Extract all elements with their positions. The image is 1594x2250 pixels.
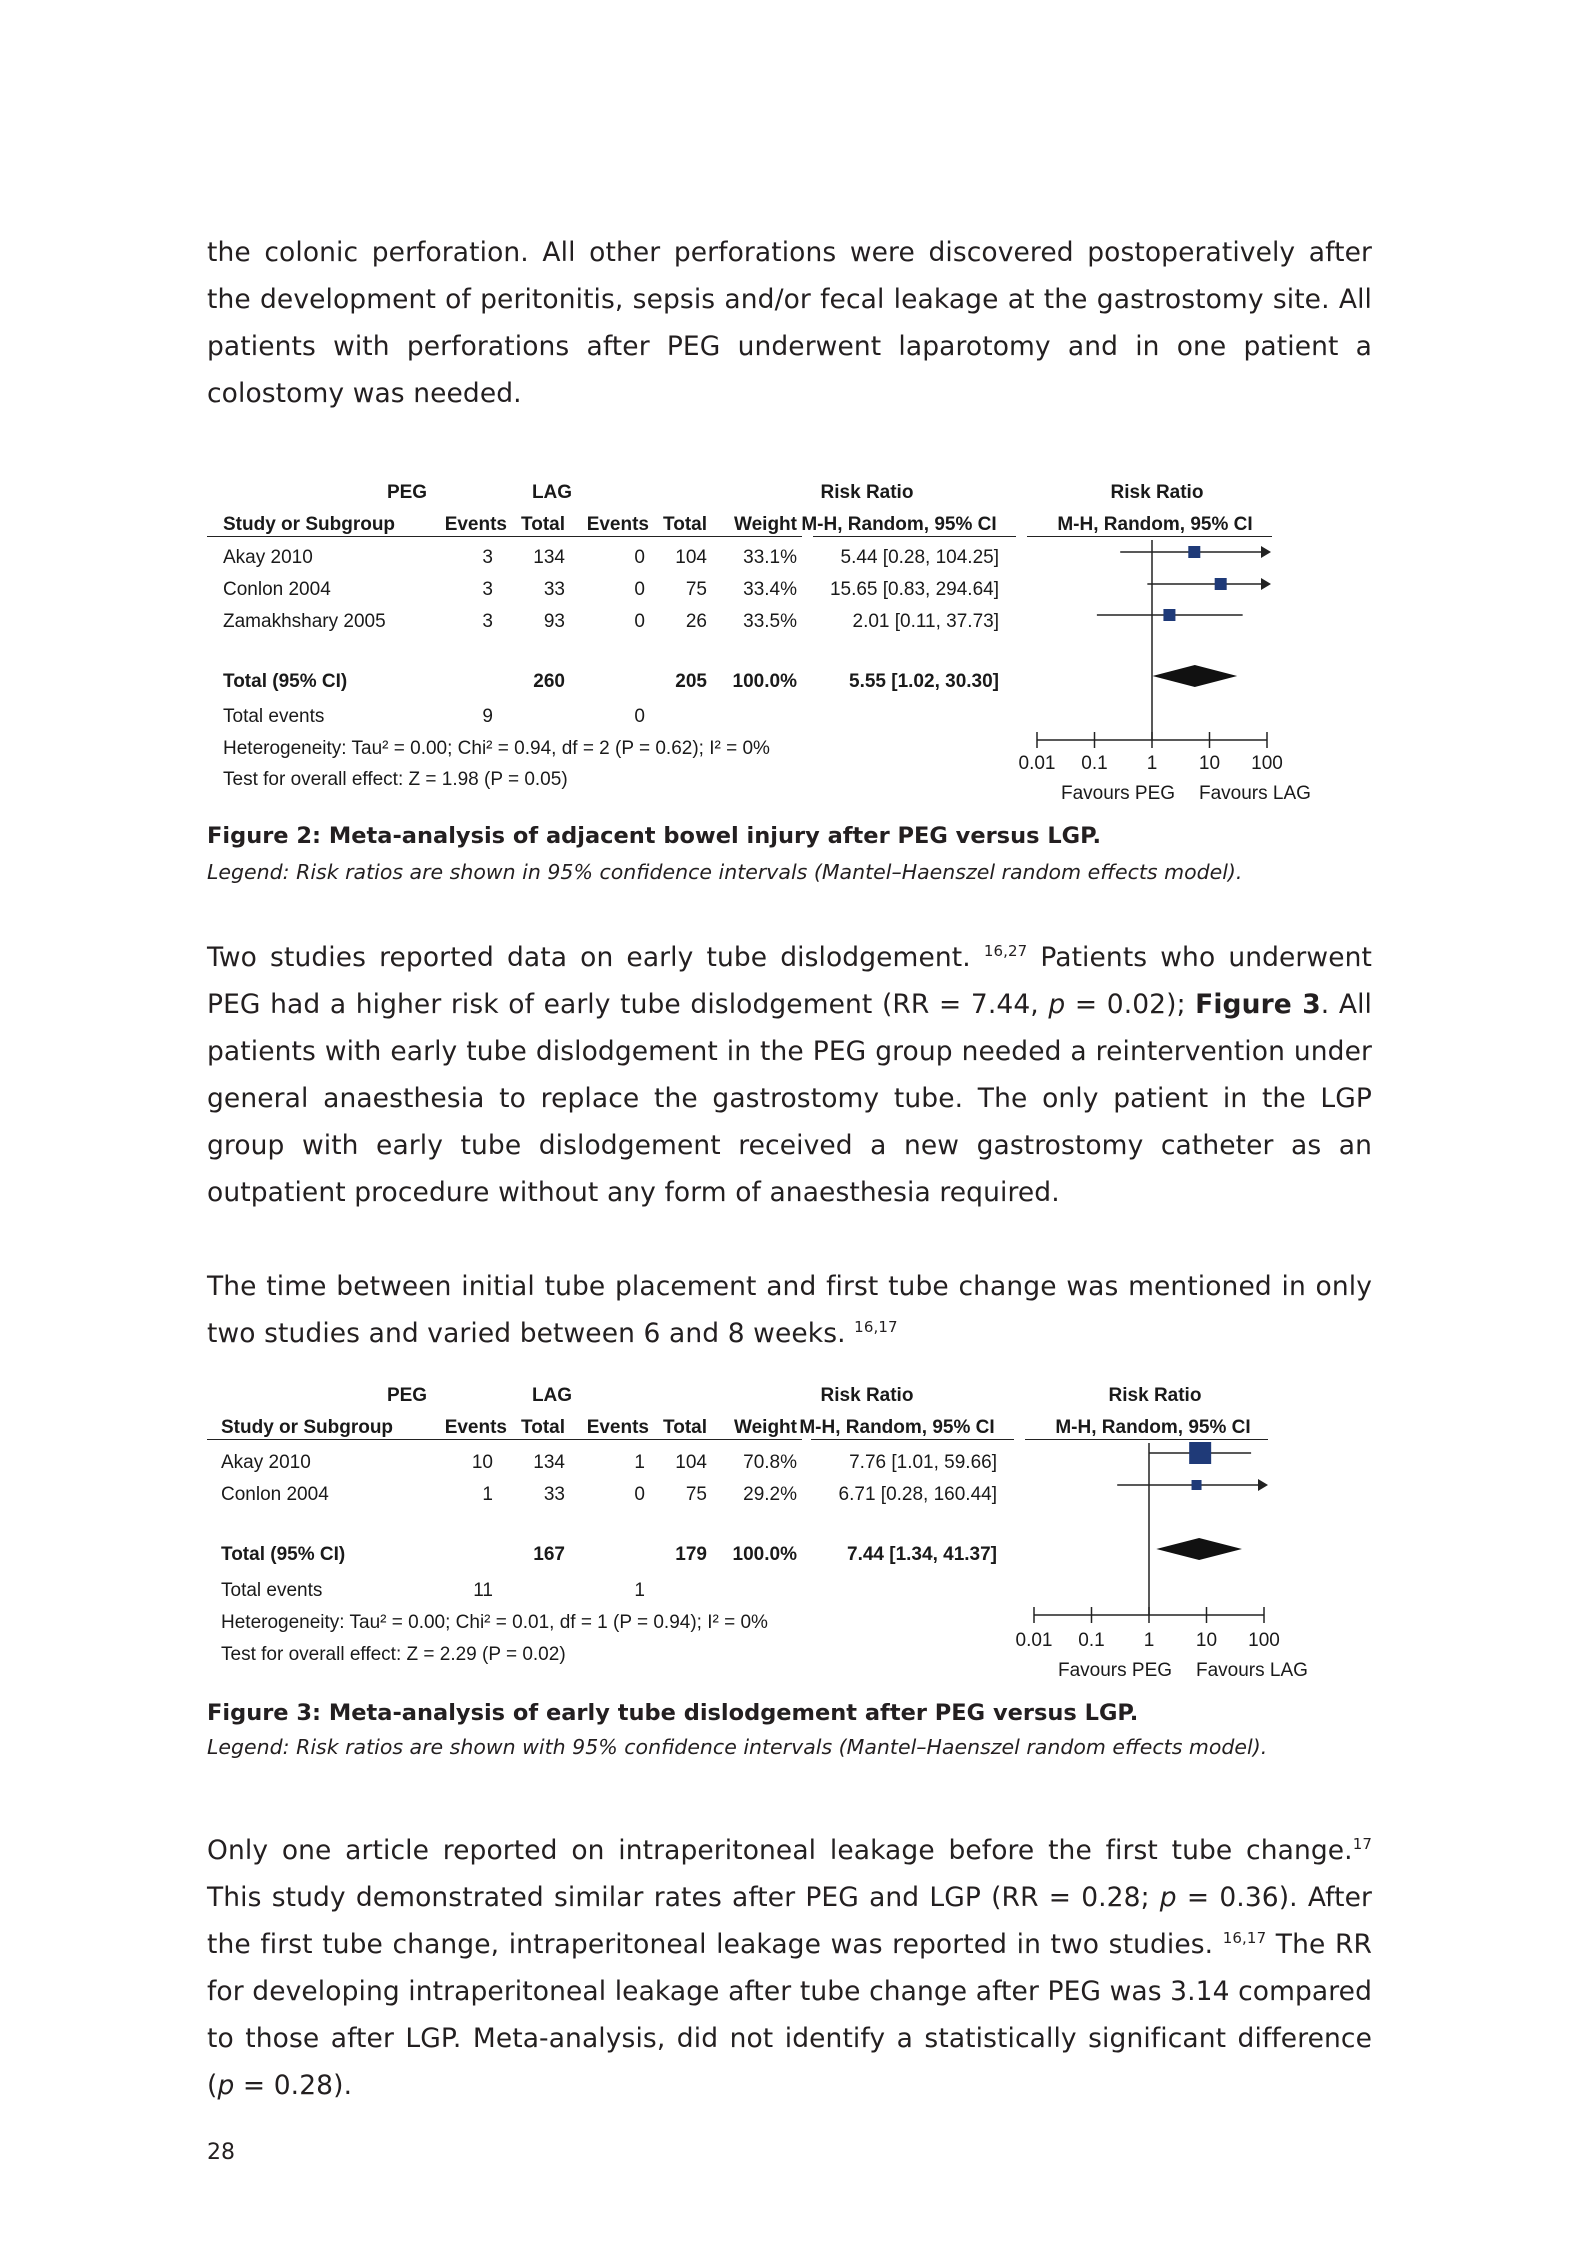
paragraph-tube-change: The time between initial tube placement and first tube change was mentioned in only two studies and varied between 6 and 8 weeks. $^{16,17}$	[207, 1271, 1372, 1349]
study-column-header: Study or Subgroup	[221, 1417, 394, 1438]
pooled-diamond	[1152, 665, 1237, 687]
ci-arrow	[1261, 546, 1271, 558]
method-header-left: M-H, Random, 95% CI	[801, 514, 997, 535]
events-peg: 1	[482, 1484, 493, 1505]
total-peg: 134	[533, 1452, 565, 1473]
risk-ratio-ci: 7.76 [1.01, 59.66]	[849, 1452, 997, 1473]
overall-effect-stat: Test for overall effect: Z = 2.29 (P = 0.02)	[221, 1644, 566, 1665]
total-peg: 93	[543, 611, 565, 632]
axis-tick-label: 100	[1251, 753, 1283, 774]
citation: 16,17	[854, 1318, 898, 1337]
total-lag: 179	[675, 1544, 707, 1565]
total-header-2: Total	[663, 514, 707, 535]
axis-tick-label: 1	[1143, 1630, 1155, 1651]
study-name: Akay 2010	[223, 547, 313, 568]
study-point	[1188, 546, 1200, 558]
citation: 16,17	[1222, 1929, 1267, 1948]
events-header-2: Events	[586, 1417, 649, 1438]
risk-ratio-ci: 6.71 [0.28, 160.44]	[838, 1484, 997, 1505]
total-lag: 104	[675, 547, 707, 568]
total-lag: 205	[675, 671, 707, 692]
pooled-diamond	[1156, 1538, 1242, 1560]
heterogeneity-stat: Heterogeneity: Tau² = 0.00; Chi² = 0.01, df = 1 (P = 0.94); I² = 0%	[221, 1612, 768, 1633]
axis-tick-label: 10	[1195, 1630, 1218, 1651]
paragraph-colonic-perforation: the colonic perforation. All other perforations were discovered postoperatively after the development of peritonitis, sepsis and/or fecal leakage at the gastrostomy site. All patients with perforations after PEG underwent laparotomy and in one patient a colostomy was needed.	[207, 237, 1372, 409]
total-label: Total (95% CI)	[221, 1544, 346, 1565]
total-events-peg: 11	[473, 1580, 493, 1601]
total-label: Total (95% CI)	[223, 671, 348, 692]
total-peg: 167	[533, 1544, 565, 1565]
ci-arrow	[1258, 1479, 1268, 1491]
method-header-left: M-H, Random, 95% CI	[799, 1417, 995, 1438]
events-header-1: Events	[444, 1417, 507, 1438]
total-lag: 26	[685, 611, 707, 632]
events-peg: 3	[482, 579, 493, 600]
total-weight: 100.0%	[732, 1544, 797, 1565]
events-peg: 3	[482, 547, 493, 568]
group1-header: PEG	[386, 482, 428, 503]
risk-ratio-ci: 5.44 [0.28, 104.25]	[840, 547, 999, 568]
total-events-lag: 0	[634, 706, 645, 727]
weight: 70.8%	[743, 1452, 797, 1473]
study-column-header: Study or Subgroup	[223, 514, 396, 535]
total-peg: 260	[533, 671, 565, 692]
overall-effect-stat: Test for overall effect: Z = 1.98 (P = 0.05)	[223, 769, 568, 790]
total-events-label: Total events	[221, 1580, 323, 1601]
total-peg: 134	[533, 547, 565, 568]
ci-arrow	[1261, 578, 1271, 590]
total-header-2: Total	[663, 1417, 707, 1438]
events-lag: 0	[634, 611, 645, 632]
study-name: Conlon 2004	[223, 579, 331, 600]
paragraph-tube-dislodgement: Two studies reported data on early tube dislodgement. $^{16,27}$ Patients who underwent PEG had a higher risk of early tube dislodgement (RR = 7.44, p = 0.02); Figure 3. All patients with early tube dislodgement in the PEG group needed a reintervention under general anaesthesia to replace the gastrostomy tube. The only patient in the LGP group with early tube dislodgement received a new gastrostomy catheter as an outpatient procedure without any form of anaesthesia required.	[207, 942, 1372, 1208]
axis-tick-label: 0.1	[1081, 753, 1108, 774]
events-header-1: Events	[444, 514, 507, 535]
total-header-1: Total	[521, 1417, 565, 1438]
group2-header: LAG	[531, 482, 573, 503]
weight: 33.4%	[743, 579, 797, 600]
axis-tick-label: 0.1	[1078, 1630, 1105, 1651]
favours-lag-label: Favours LAG	[1199, 783, 1311, 804]
total-events-label: Total events	[223, 706, 325, 727]
weight-header: Weight	[734, 514, 797, 535]
axis-tick-label: 10	[1198, 753, 1221, 774]
figure-2-legend: Legend: Risk ratios are shown in 95% confidence intervals (Mantel–Haenszel random effects model).	[207, 860, 1243, 884]
favours-peg-label: Favours PEG	[1061, 783, 1176, 804]
risk-ratio-ci: 2.01 [0.11, 37.73]	[852, 611, 999, 632]
events-peg: 10	[471, 1452, 493, 1473]
paragraph-intraperitoneal-leakage: Only one article reported on intraperitoneal leakage before the first tube change.$^{17}$ This study demonstrated similar rates after PEG and LGP (RR = 0.28; p = 0.36). After the first tube change, intraperitoneal leakage was reported in two studies. $^{16,17}$ The RR for developing intraperitoneal leakage after tube change after PEG was 3.14 compared to those after LGP. Meta-analysis, did not identify a statistically significant difference (p = 0.28).	[207, 1835, 1372, 2101]
events-lag: 0	[634, 547, 645, 568]
method-header-right: M-H, Random, 95% CI	[1055, 1417, 1251, 1438]
events-peg: 3	[482, 611, 493, 632]
group2-header: LAG	[531, 1385, 573, 1406]
risk-ratio-header-left: Risk Ratio	[820, 482, 914, 503]
favours-lag-label: Favours LAG	[1196, 1660, 1308, 1681]
weight-header: Weight	[734, 1417, 797, 1438]
risk-ratio-ci: 15.65 [0.83, 294.64]	[829, 579, 999, 600]
axis-tick-label: 0.01	[1015, 1630, 1053, 1651]
group1-header: PEG	[386, 1385, 428, 1406]
figure-3-reference: Figure 3	[1195, 989, 1321, 1020]
total-lag: 104	[675, 1452, 707, 1473]
study-name: Akay 2010	[221, 1452, 311, 1473]
heterogeneity-stat: Heterogeneity: Tau² = 0.00; Chi² = 0.94, df = 2 (P = 0.62); I² = 0%	[223, 738, 770, 759]
total-lag: 75	[685, 1484, 707, 1505]
axis-tick-label: 100	[1248, 1630, 1280, 1651]
weight: 29.2%	[743, 1484, 797, 1505]
total-lag: 75	[685, 579, 707, 600]
forest-plot-figure-2	[207, 470, 1372, 820]
pooled-risk-ratio-ci: 5.55 [1.02, 30.30]	[849, 671, 999, 692]
risk-ratio-header-right: Risk Ratio	[1108, 1385, 1202, 1406]
pooled-risk-ratio-ci: 7.44 [1.34, 41.37]	[847, 1544, 997, 1565]
figure-2-caption: Figure 2: Meta-analysis of adjacent bowel injury after PEG versus LGP.	[207, 823, 1102, 849]
events-header-2: Events	[586, 514, 649, 535]
events-lag: 0	[634, 1484, 645, 1505]
risk-ratio-header-left: Risk Ratio	[820, 1385, 914, 1406]
risk-ratio-header-right: Risk Ratio	[1110, 482, 1204, 503]
events-lag: 0	[634, 579, 645, 600]
study-point	[1189, 1442, 1211, 1464]
figure-3-legend: Legend: Risk ratios are shown with 95% confidence intervals (Mantel–Haenszel random effects model).	[207, 1735, 1268, 1759]
study-point	[1215, 578, 1227, 590]
total-peg: 33	[543, 1484, 565, 1505]
total-header-1: Total	[521, 514, 565, 535]
method-header-right: M-H, Random, 95% CI	[1057, 514, 1253, 535]
total-events-peg: 9	[482, 706, 493, 727]
forest-plot-figure-3	[207, 1375, 1372, 1700]
weight: 33.1%	[743, 547, 797, 568]
events-lag: 1	[634, 1452, 645, 1473]
axis-tick-label: 0.01	[1018, 753, 1056, 774]
total-peg: 33	[543, 579, 565, 600]
study-name: Conlon 2004	[221, 1484, 329, 1505]
axis-tick-label: 1	[1146, 753, 1158, 774]
study-point	[1163, 609, 1175, 621]
page-number: 28	[207, 2140, 235, 2165]
total-weight: 100.0%	[732, 671, 797, 692]
total-events-lag: 1	[634, 1580, 645, 1601]
weight: 33.5%	[743, 611, 797, 632]
study-name: Zamakhshary 2005	[223, 611, 386, 632]
citation: 16,27	[983, 942, 1028, 961]
favours-peg-label: Favours PEG	[1058, 1660, 1173, 1681]
citation: 17	[1352, 1835, 1372, 1854]
figure-3-caption: Figure 3: Meta-analysis of early tube dislodgement after PEG versus LGP.	[207, 1700, 1139, 1726]
study-point	[1192, 1480, 1202, 1490]
